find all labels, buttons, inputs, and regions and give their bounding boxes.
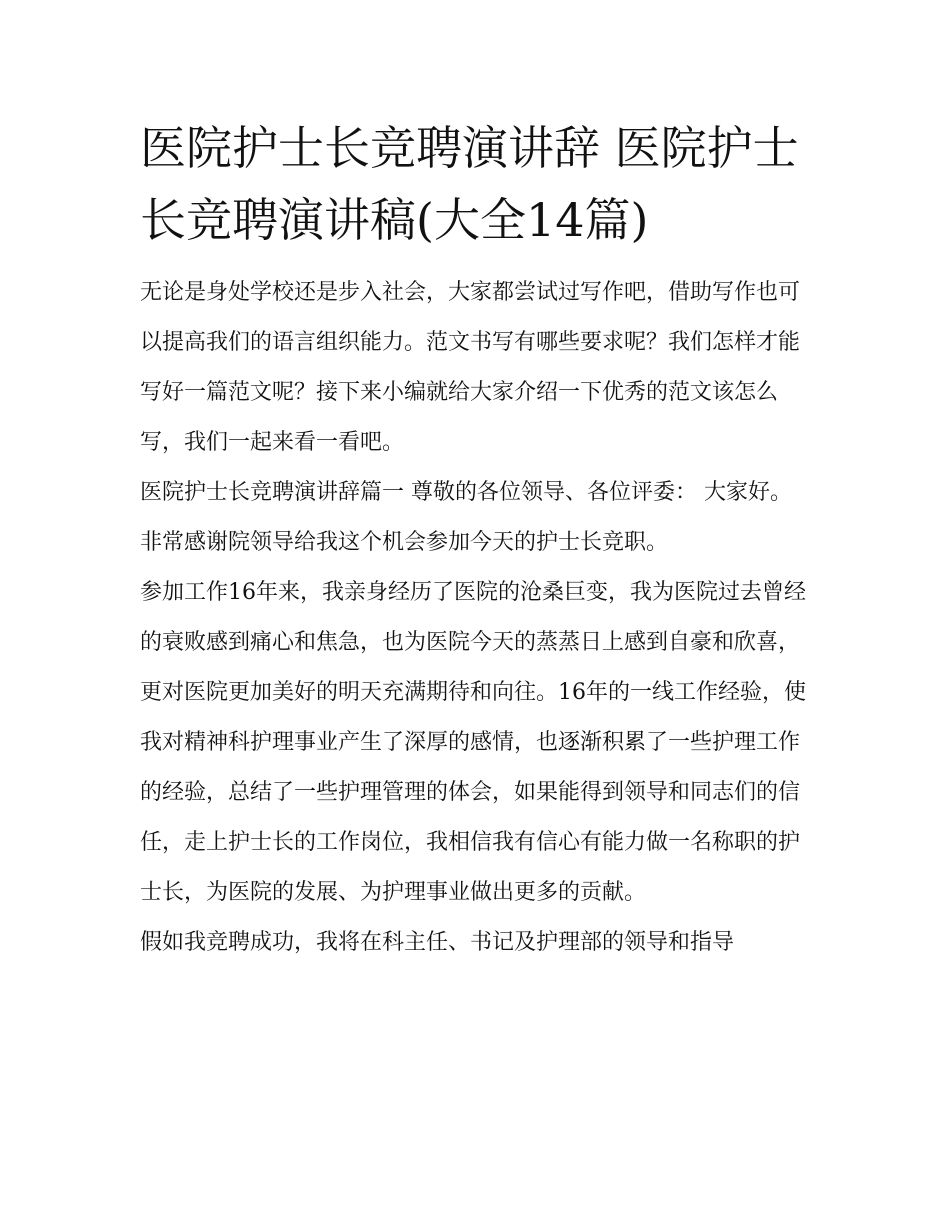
experience-paragraph: 参加工作16年来，我亲身经历了医院的沧桑巨变，我为医院过去曾经的衰败感到痛心和焦急，也为医院今天的蒸蒸日上感到自豪和欣喜，更对医院更加美好的明天充满期待和向往。16年的一线工作经验，使我对精神科护理事业产生了深厚的感情，也逐渐积累了一些护理工作的经验，总结了一些护理管理的体会，如果能得到领导和同志们的信任，走上护士长的工作岗位，我相信我有信心有能力做一名称职的护士长，为医院的发展、为护理事业做出更多的贡献。 — [140, 580, 806, 905]
intro-paragraph: 无论是身处学校还是步入社会，大家都尝试过写作吧，借助写作也可以提高我们的语言组织能力。范文书写有哪些要求呢？我们怎样才能写好一篇范文呢？接下来小编就给大家介绍一下优秀的范文该怎么写，我们一起来看一看吧。 — [140, 280, 801, 455]
document-page — [140, 112, 812, 968]
speech-opening-paragraph: 医院护士长竞聘演讲辞篇一 尊敬的各位领导、各位评委： 大家好。 非常感谢院领导给我这个机会参加今天的护士长竞职。 — [140, 480, 792, 555]
document-title: 医院护士长竞聘演讲辞 医院护士长竞聘演讲稿(大全14篇) — [140, 121, 799, 247]
commitment-paragraph: 假如我竞聘成功，我将在科主任、书记及护理部的领导和指导 — [140, 930, 735, 955]
